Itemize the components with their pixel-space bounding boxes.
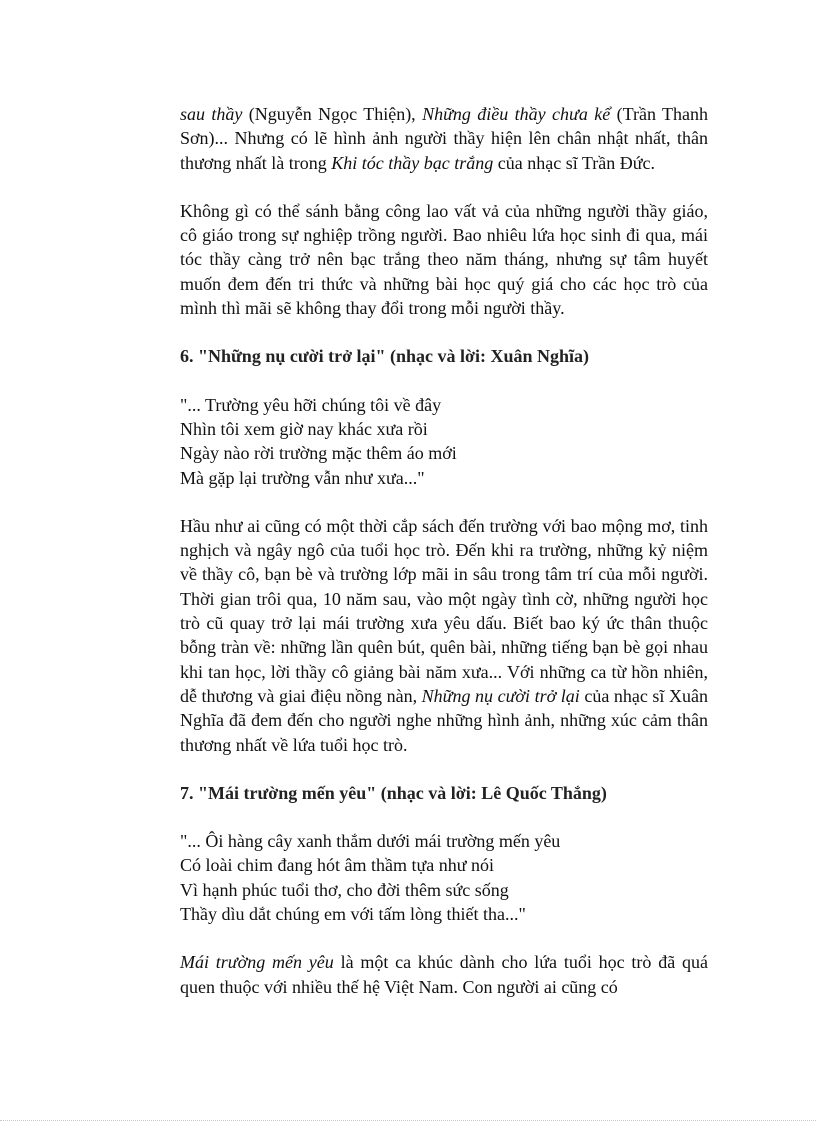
lyrics-block-7 (180, 829, 708, 926)
song-title-nhung-nu-cuoi-tro-lai: Những nụ cười trở lại (421, 685, 580, 706)
section-heading-7: 7. "Mái trường mến yêu" (nhạc và lời: Lê Quốc Thắng) (180, 782, 607, 803)
lyric-line: Thầy dìu dắt chúng em với tấm lòng thiết tha..." (180, 904, 526, 925)
song-title-mai-truong-men-yeu: Mái trường mến yêu (180, 952, 334, 973)
song-title-sau-thay: sau thầy (180, 104, 243, 124)
paragraph-3: Hầu như ai cũng có một thời cắp sách đến trường với bao mộng mơ, tinh nghịch và ngây ngô của tuổi học trò. Đến khi ra trường, những kỷ niệm về thầy cô, bạn bè và trường lớp mãi in sâu trong tâm trí của mỗi người. Thời gian trôi qua, 10 năm sau, vào một ngày tình cờ, những người học trò cũ quay trở lại mái trường xưa yêu dấu. Biết bao ký ức thân thuộc bỗng tràn về: những lần quên bút, quên bài, những tiếng bạn bè gọi nhau khi tan học, lời thầy cô giảng bài năm xưa... Với những ca từ hồn nhiên, dễ thương và giai điệu nồng nàn, Những nụ cười trở lại của nhạc sĩ Xuân Nghĩa đã đem đến cho người nghe những hình ảnh, những xúc cảm thân thương nhất về lứa tuổi học trò. (180, 515, 708, 755)
lyric-line: Có loài chim đang hót âm thầm tựa như nói (180, 855, 494, 876)
page-bottom-divider (0, 1120, 816, 1121)
lyrics-block-6 (180, 393, 708, 490)
song-title-nhung-dieu-thay-chua-ke: Những điều thầy chưa kể (422, 104, 611, 124)
paragraph-1: sau thầy (Nguyễn Ngọc Thiện), Những điều thầy chưa kể (Trần Thanh Sơn)... Nhưng có lẽ hình ảnh người thầy hiện lên chân nhật nhất, thân thương nhất là trong Khi tóc thầy bạc trắng của nhạc sĩ Trần Đức. (180, 104, 709, 173)
paragraph-4: Mái trường mến yêu là một ca khúc dành cho lứa tuổi học trò đã quá quen thuộc với nhiều thế hệ Việt Nam. Con người ai cũng có (180, 952, 708, 997)
section-heading-6: 6. "Những nụ cười trở lại" (nhạc và lời: Xuân Nghĩa) (180, 346, 590, 367)
song-title-khi-toc-thay-bac-trang: Khi tóc thầy bạc trắng (331, 152, 494, 173)
lyric-line: Vì hạnh phúc tuổi thơ, cho đời thêm sức sống (180, 879, 509, 900)
lyric-line: "... Ôi hàng cây xanh thắm dưới mái trường mến yêu (180, 831, 561, 852)
lyric-line: "... Trường yêu hỡi chúng tôi về đây (180, 394, 442, 415)
document-page (180, 102, 708, 1023)
lyric-line: Nhìn tôi xem giờ nay khác xưa rồi (180, 418, 428, 439)
paragraph-2: Không gì có thể sánh bằng công lao vất vả của những người thầy giáo, cô giáo trong sự nghiệp trồng người. Bao nhiêu lứa học sinh đi qua, mái tóc thầy càng trở nên bạc trắng theo năm tháng, nhưng sự tâm huyết muốn đem đến tri thức và những bài học quý giá cho các học trò của mình thì mãi sẽ không thay đổi trong mỗi người thầy. (180, 200, 708, 319)
lyric-line: Mà gặp lại trường vẫn như xưa..." (180, 467, 425, 488)
lyric-line: Ngày nào rời trường mặc thêm áo mới (180, 443, 457, 464)
